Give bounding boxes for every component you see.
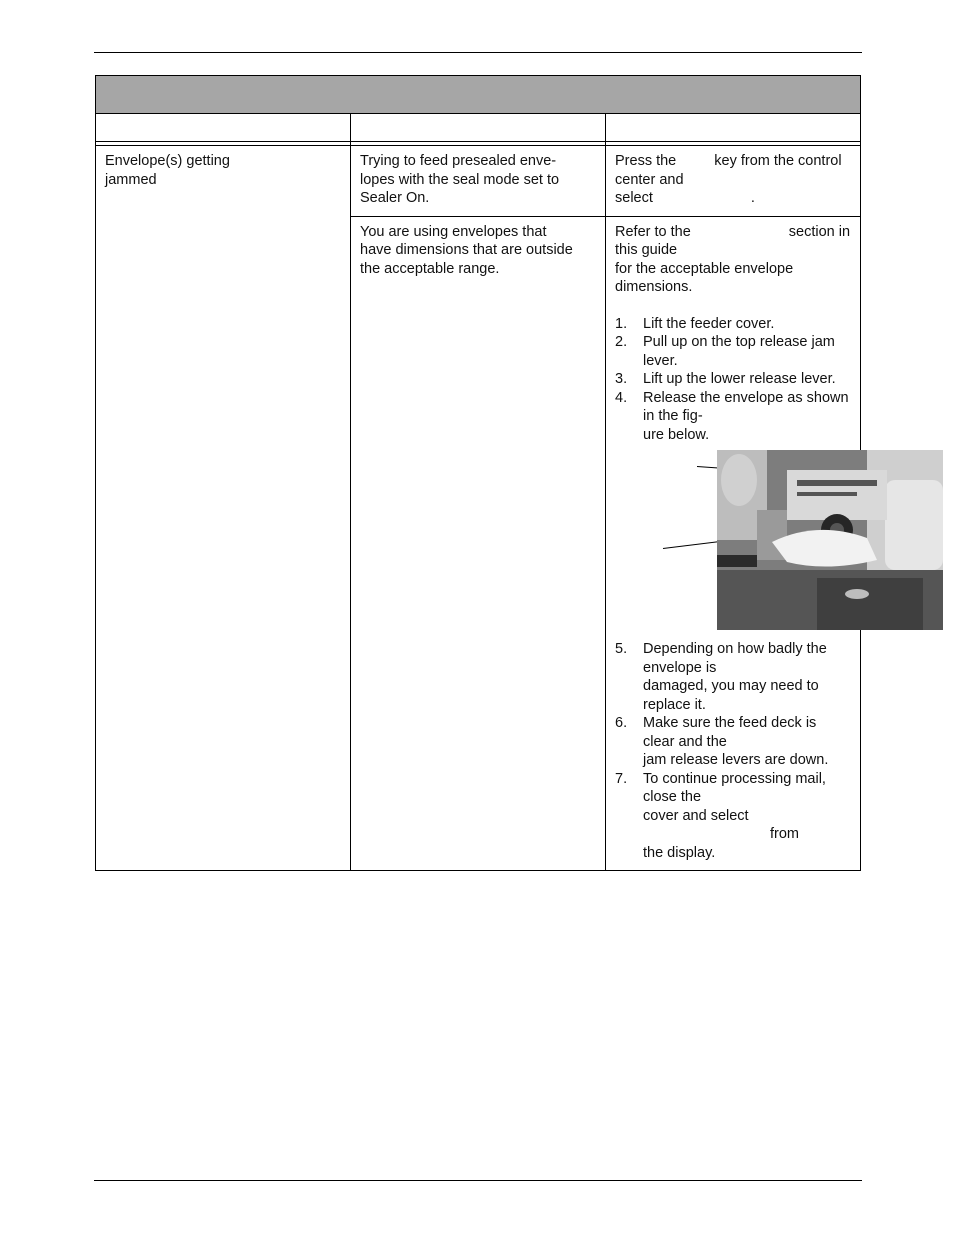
cause-text-line: Sealer On. (360, 190, 430, 206)
steps-list (615, 315, 851, 445)
cause-text-line: have dimensions that are outside (360, 242, 573, 258)
column-header-row (96, 114, 861, 142)
steps-list (615, 640, 851, 862)
solution-cell (606, 146, 861, 217)
list-item: 7. To continue processing mail, close the cover and selectfrom the display. (615, 770, 826, 861)
solution-text-line: Press the key from the control center and (615, 153, 842, 188)
solution-text-line: Refer to the section in this guide (615, 223, 851, 258)
list-item: 3. Lift up the lower release lever. (615, 371, 836, 387)
cause-text-line: lopes with the seal mode set to (360, 171, 560, 188)
feeder-jam-release-photo-icon (717, 450, 943, 630)
problem-cell (96, 146, 351, 871)
troubleshooting-table (95, 75, 861, 871)
table-title-band-row (96, 76, 861, 114)
column-header-problem (96, 114, 351, 142)
list-item: 5. Depending on how badly the envelope is damaged, you may need to replace it. (615, 641, 827, 713)
list-item: 1. Lift the feeder cover. (615, 315, 775, 332)
solution-cell (606, 216, 861, 871)
cause-text-line: the acceptable range. (360, 260, 500, 277)
cause-text-line: Trying to feed presealed enve- (360, 153, 557, 169)
problem-text-line: Envelope(s) getting (105, 153, 230, 169)
cause-text-line: You are using envelopes that (360, 223, 547, 240)
list-item: 2. Pull up on the top release jam lever. (615, 334, 835, 369)
solution-text-line: for the acceptable envelope dimensions. (615, 260, 794, 295)
problem-text-line: jammed (105, 171, 157, 188)
list-item: 6. Make sure the feed deck is clear and the jam release levers are down. (615, 715, 829, 768)
table-row (96, 146, 861, 217)
table-title-band (96, 76, 861, 114)
jam-release-figure (615, 450, 851, 636)
column-header-cause (351, 114, 606, 142)
column-header-solution (606, 114, 861, 142)
list-item: 4. Release the envelope as shown in the fig- ure below. (615, 389, 849, 443)
cause-cell (351, 216, 606, 871)
header-rule (94, 52, 862, 53)
solution-text-line: select . (615, 190, 755, 206)
footer-rule (94, 1180, 862, 1181)
cause-cell (351, 146, 606, 217)
